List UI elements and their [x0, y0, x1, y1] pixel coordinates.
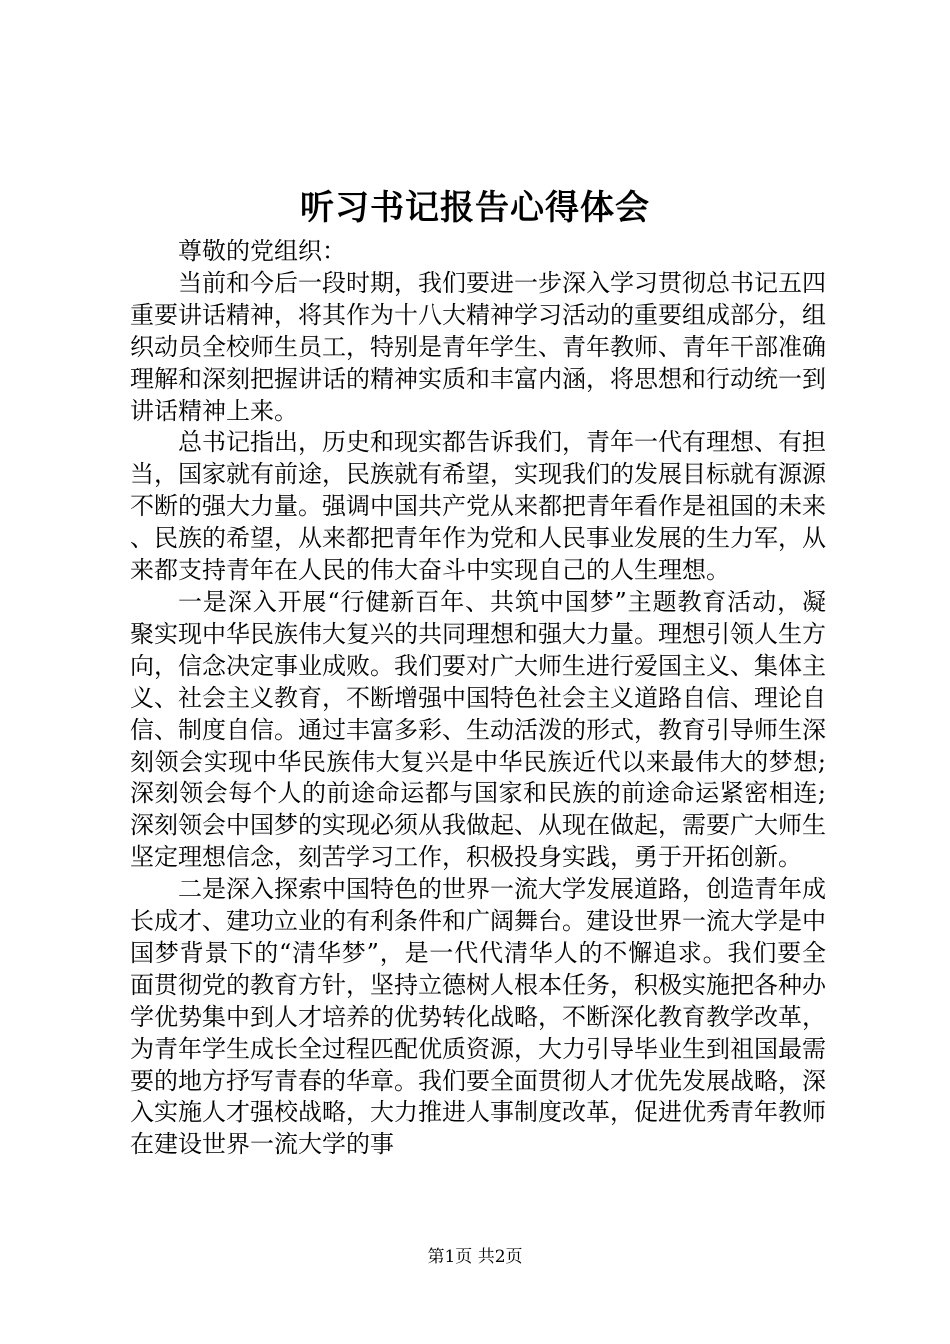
page-number: 第1页 共2页	[427, 1247, 523, 1267]
paragraph-2: 总书记指出，历史和现实都告诉我们，青年一代有理想、有担当，国家就有前途，民族就有希望，实现我们的发展目标就有源源不断的强大力量。强调中国共产党从来都把青年看作是祖国的未来、民族的希望，从来都把青年作为党和人民事业发展的生力军，从来都支持青年在人民的伟大奋斗中实现自己的人生理想。	[130, 428, 826, 585]
paragraph-4: 二是深入探索中国特色的世界一流大学发展道路，创造青年成长成才、建功立业的有利条件和广阔舞台。建设世界一流大学是中国梦背景下的“清华梦”，是一代代清华人的不懈追求。我们要全面贯彻党的教育方针，坚持立德树人根本任务，积极实施把各种办学优势集中到人才培养的优势转化战略，不断深化教育教学改革，为青年学生成长全过程匹配优质资源，大力引导毕业生到祖国最需要的地方抒写青春的华章。我们要全面贯彻人才优先发展战略，深入实施人才强校战略，大力推进人事制度改革，促进优秀青年教师在建设世界一流大学的事	[130, 875, 826, 1159]
salutation: 尊敬的党组织：	[178, 237, 346, 265]
paragraph-3: 一是深入开展“行健新百年、共筑中国梦”主题教育活动，凝聚实现中华民族伟大复兴的共同理想和强大力量。理想引领人生方向，信念决定事业成败。我们要对广大师生进行爱国主义、集体主义、社会主义教育，不断增强中国特色社会主义道路自信、理论自信、制度自信。通过丰富多彩、生动活泼的形式，教育引导师生深刻领会实现中华民族伟大复兴是中华民族近代以来最伟大的梦想;深刻领会每个人的前途命运都与国家和民族的前途命运紧密相连;深刻领会中国梦的实现必须从我做起、从现在做起，需要广大师生坚定理想信念，刻苦学习工作，积极投身实践，勇于开拓创新。	[130, 587, 826, 872]
document-body	[130, 236, 826, 1161]
document-title: 听习书记报告心得体会	[300, 188, 650, 228]
paragraph-1: 当前和今后一段时期，我们要进一步深入学习贯彻总书记五四重要讲话精神，将其作为十八大精神学习活动的重要组成部分，组织动员全校师生员工，特别是青年学生、青年教师、青年干部准确理解和深刻把握讲话的精神实质和丰富内涵，将思想和行动统一到讲话精神上来。	[130, 268, 826, 425]
